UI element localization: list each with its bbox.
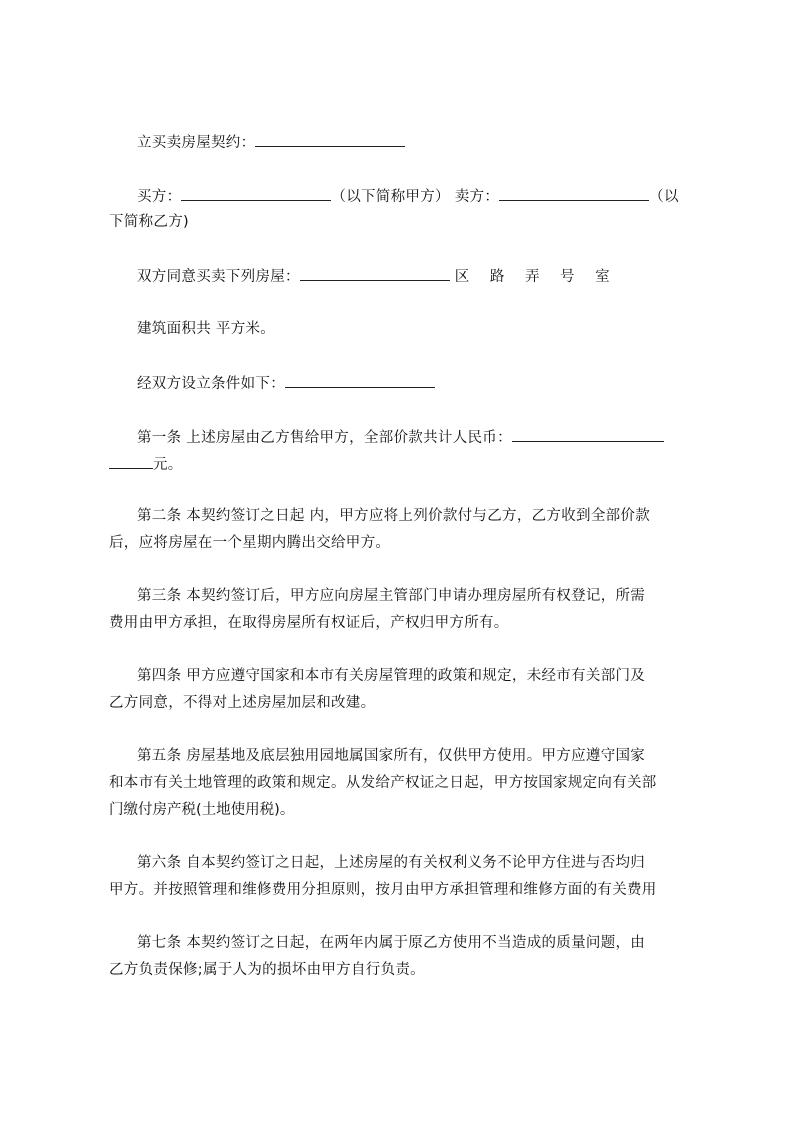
clause-3-text-2: 费用由甲方承担，在取得房屋所有权证后，产权归甲方所有。 xyxy=(109,615,509,631)
clause-6-line-1 xyxy=(137,853,645,873)
clause-7-text-2: 乙方负责保修;属于人为的损坏由甲方自行负责。 xyxy=(109,962,425,978)
conditions-intro: 经双方设立条件如下： xyxy=(137,376,285,392)
clause-6-line-2 xyxy=(109,880,657,900)
clause-1-line-2 xyxy=(109,453,183,475)
clause-2-text-1: 第二条 本契约签订之日起 内，甲方应将上列价款付与乙方，乙方收到全部价款 xyxy=(137,508,651,524)
seller-name-blank xyxy=(499,185,649,201)
seller-note-start: （以 xyxy=(649,189,679,205)
clause-7-line-2 xyxy=(109,960,425,980)
area-line xyxy=(137,319,275,339)
address-units: 区 路 弄 号 室 xyxy=(454,269,618,285)
conditions-blank xyxy=(285,372,435,388)
clause-5-text-3: 门缴付房产税(土地使用税)。 xyxy=(109,802,295,818)
clause-5-line-2 xyxy=(109,773,657,793)
clause-2-line-2 xyxy=(109,533,390,553)
clause-3-text-1: 第三条 本契约签订后，甲方应向房屋主管部门申请办理房屋所有权登记，所需 xyxy=(137,588,646,604)
seller-label: 卖方： xyxy=(454,189,500,205)
clause-4-text-1: 第四条 甲方应遵守国家和本市有关房屋管理的政策和规定，未经市有关部门及 xyxy=(137,668,646,684)
buyer-name-blank xyxy=(181,185,331,201)
clause-1-text: 第一条 上述房屋由乙方售给甲方，全部价款共计人民币： xyxy=(137,430,512,446)
buyer-label: 买方： xyxy=(137,189,182,205)
clause-6-text-2: 甲方。并按照管理和维修费用分担原则，按月由甲方承担管理和维修方面的有关费用 xyxy=(109,882,657,898)
area-text: 建筑面积共 平方米。 xyxy=(137,321,276,337)
clause-5-text-1: 第五条 房屋基地及底层独用园地属国家所有，仅供甲方使用。甲方应遵守国家 xyxy=(137,748,646,764)
contract-title-line xyxy=(137,131,405,153)
clause-3-line-1 xyxy=(137,586,645,606)
clause-3-line-2 xyxy=(109,613,509,633)
parties-line-2 xyxy=(109,212,189,232)
property-address-blank xyxy=(300,265,450,281)
clause-1-unit: 元。 xyxy=(153,457,183,473)
buyer-note: （以下简称甲方） xyxy=(331,189,450,205)
clause-1-line-1 xyxy=(137,426,664,448)
clause-5-text-2: 和本市有关土地管理的政策和规定。从发给产权证之日起，甲方按国家规定向有关部 xyxy=(109,775,657,791)
price-blank xyxy=(512,426,664,442)
clause-5-line-3 xyxy=(109,800,294,820)
clause-6-text-1: 第六条 自本契约签订之日起，上述房屋的有关权利义务不论甲方住进与否均归 xyxy=(137,855,646,871)
clause-4-text-2: 乙方同意，不得对上述房屋加层和改建。 xyxy=(109,695,376,711)
price-blank-continued xyxy=(109,453,153,469)
seller-note-end: 下简称乙方) xyxy=(109,214,189,230)
clause-5-line-1 xyxy=(137,746,645,766)
clause-7-text-1: 第七条 本契约签订之日起，在两年内属于原乙方使用不当造成的质量问题，由 xyxy=(137,935,646,951)
conditions-intro-line xyxy=(137,372,435,394)
clause-2-line-1 xyxy=(137,506,650,526)
clause-7-line-1 xyxy=(137,933,645,953)
property-line xyxy=(137,265,618,287)
contract-name-blank xyxy=(255,131,405,147)
parties-line-1 xyxy=(137,185,679,207)
agree-label: 双方同意买卖下列房屋： xyxy=(137,269,300,285)
clause-2-text-2: 后，应将房屋在一个星期内腾出交给甲方。 xyxy=(109,535,391,551)
clause-4-line-2 xyxy=(109,693,375,713)
clause-4-line-1 xyxy=(137,666,645,686)
contract-title: 立买卖房屋契约： xyxy=(137,135,256,151)
